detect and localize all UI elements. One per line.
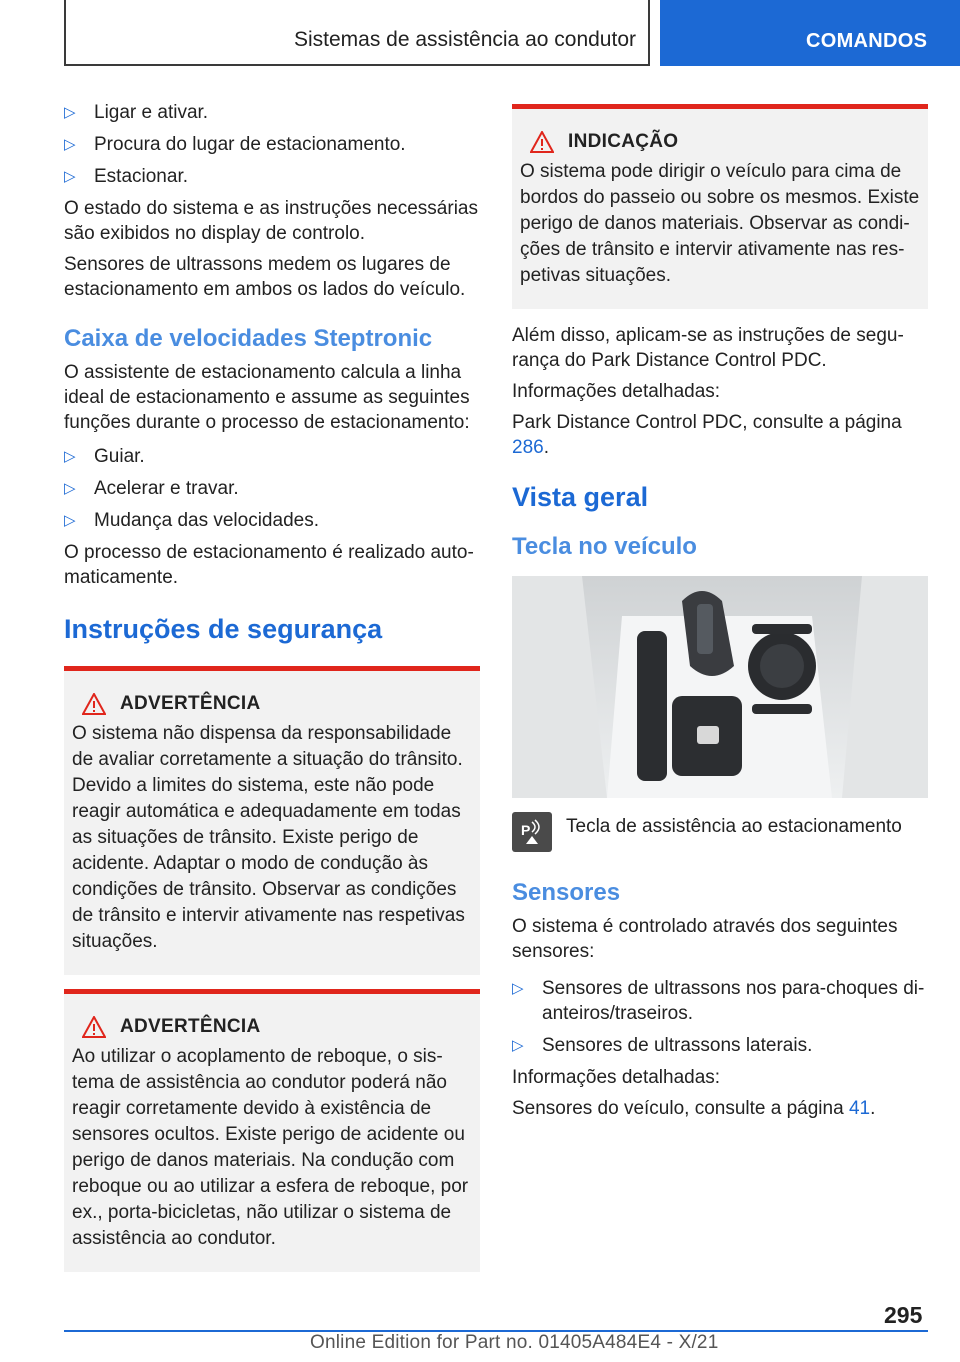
section-tab: [64, 0, 650, 66]
bullet-triangle-icon: ▷: [512, 980, 524, 997]
paragraph: Além disso, aplicam-se as instruções de segurança do Park Distance Control PDC.: [512, 325, 904, 371]
list-item: ▷ Sensores de ultrassons laterais.: [512, 1035, 813, 1056]
park-assist-key-icon: [512, 812, 552, 852]
bullet-triangle-icon: ▷: [64, 136, 76, 153]
warning-triangle-icon: [82, 1016, 106, 1038]
note-title: INDICAÇÃO: [568, 131, 679, 152]
warning-box: [64, 989, 480, 1272]
console-illustration: [512, 576, 928, 798]
paragraph: O assistente de estacionamento calcula a linha ideal de estacionamento e assume as seguintes funções durante o processo de estacionamento:: [64, 362, 470, 433]
bullet-triangle-icon: ▷: [64, 104, 76, 121]
warning-title-row: [72, 1016, 472, 1038]
page-link-41[interactable]: 41: [848, 1098, 871, 1119]
paragraph: Informações detalhadas:: [512, 1067, 721, 1088]
warning-triangle-icon: [82, 693, 106, 715]
warning-box: [64, 666, 480, 975]
list-item: ▷ Procura do lugar de estacionamento.: [64, 134, 406, 155]
paragraph: Sensores do veículo, consulte a página 41.: [512, 1098, 876, 1119]
key-caption: Tecla de assistência ao estacionamento: [566, 816, 902, 837]
list-item: ▷ Guiar.: [64, 446, 145, 467]
bullet-triangle-icon: ▷: [64, 448, 76, 465]
warning-title: ADVERTÊNCIA: [120, 1016, 261, 1037]
bullet-triangle-icon: ▷: [64, 168, 76, 185]
chapter-tab: [660, 0, 960, 66]
svg-text:P: P: [521, 822, 531, 838]
bullet-triangle-icon: ▷: [512, 1037, 524, 1054]
warning-text: Ao utilizar o acoplamento de reboque, o sistema de assistência ao condutor poderá não reagir corretamente devido à existência de sensores ocultos. Existe perigo de acidente ou perigo de danos materiais. Na condução com reboque ou ao utilizar a esfera de reboque, por ex., porta-bicicletas, não utilizar o sistema de assistência ao condutor.: [72, 1046, 469, 1249]
heading-overview: Vista geral: [512, 482, 649, 512]
heading-sensors: Sensores: [512, 879, 621, 906]
steps-list: [64, 100, 480, 189]
heading-safety: Instruções de segurança: [64, 614, 383, 644]
paragraph: O sistema é controlado através dos seguintes sensores:: [512, 916, 898, 962]
warning-title: ADVERTÊNCIA: [120, 693, 261, 714]
bullet-triangle-icon: ▷: [64, 480, 76, 497]
list-item: ▷ Sensores de ultrassons nos para-choques dianteiros/traseiros.: [512, 978, 925, 1024]
paragraph: O processo de estacionamento é realizado automaticamente.: [64, 542, 474, 588]
list-item: ▷ Estacionar.: [64, 166, 188, 187]
section-title: Sistemas de assistência ao condutor: [293, 28, 636, 51]
sensors-list: [512, 976, 928, 1058]
page-link-286[interactable]: 286: [512, 437, 544, 458]
note-text: O sistema pode dirigir o veículo para cima de bordos do passeio ou sobre os mesmos. Existe perigo de danos materiais. Observar as condições de trânsito e intervir ativamente nas respetivas situações.: [520, 161, 920, 286]
console-photo: [512, 576, 928, 798]
note-box: [512, 104, 928, 309]
warning-text: O sistema não dispensa da responsabilidade de avaliar corretamente a situação do trânsito. Devido a limites do sistema, este não pode reagir automática e adequadamente em todas as situações de trânsito. Existe perigo de acidente. Adaptar o modo de condução às condições de trânsito. Observar as condições de trânsito e intervir ativamente nas respetivas situações.: [72, 723, 465, 952]
page-number: 295: [884, 1302, 923, 1328]
list-item: ▷ Ligar e ativar.: [64, 102, 209, 123]
paragraph: Informações detalhadas:: [512, 381, 721, 402]
bullet-triangle-icon: ▷: [64, 512, 76, 529]
warning-triangle-icon: [530, 131, 554, 153]
note-title-row: [520, 131, 920, 153]
paragraph: Sensores de ultrassons medem os lugares de estacionamento em ambos os lados do veículo.: [64, 254, 466, 300]
paragraph: O estado do sistema e as instruções necessárias são exibidos no display de controlo.: [64, 198, 478, 244]
list-item: ▷ Acelerar e travar.: [64, 478, 239, 499]
warning-title-row: [72, 693, 472, 715]
list-item: ▷ Mudança das velocidades.: [64, 510, 319, 531]
heading-steptronic: Caixa de velocidades Steptronic: [64, 325, 433, 352]
page-header: [0, 0, 960, 66]
heading-key: Tecla no veículo: [512, 533, 697, 560]
key-caption-row: [512, 812, 928, 852]
chapter-title: COMANDOS: [806, 30, 928, 52]
functions-list: [64, 444, 480, 533]
footer-edition: Online Edition for Part no. 01405A484E4 - X/21: [310, 1332, 719, 1353]
paragraph: Park Distance Control PDC, consulte a página 286.: [512, 412, 902, 458]
left-column: [64, 100, 480, 1272]
right-column: [512, 104, 928, 1127]
